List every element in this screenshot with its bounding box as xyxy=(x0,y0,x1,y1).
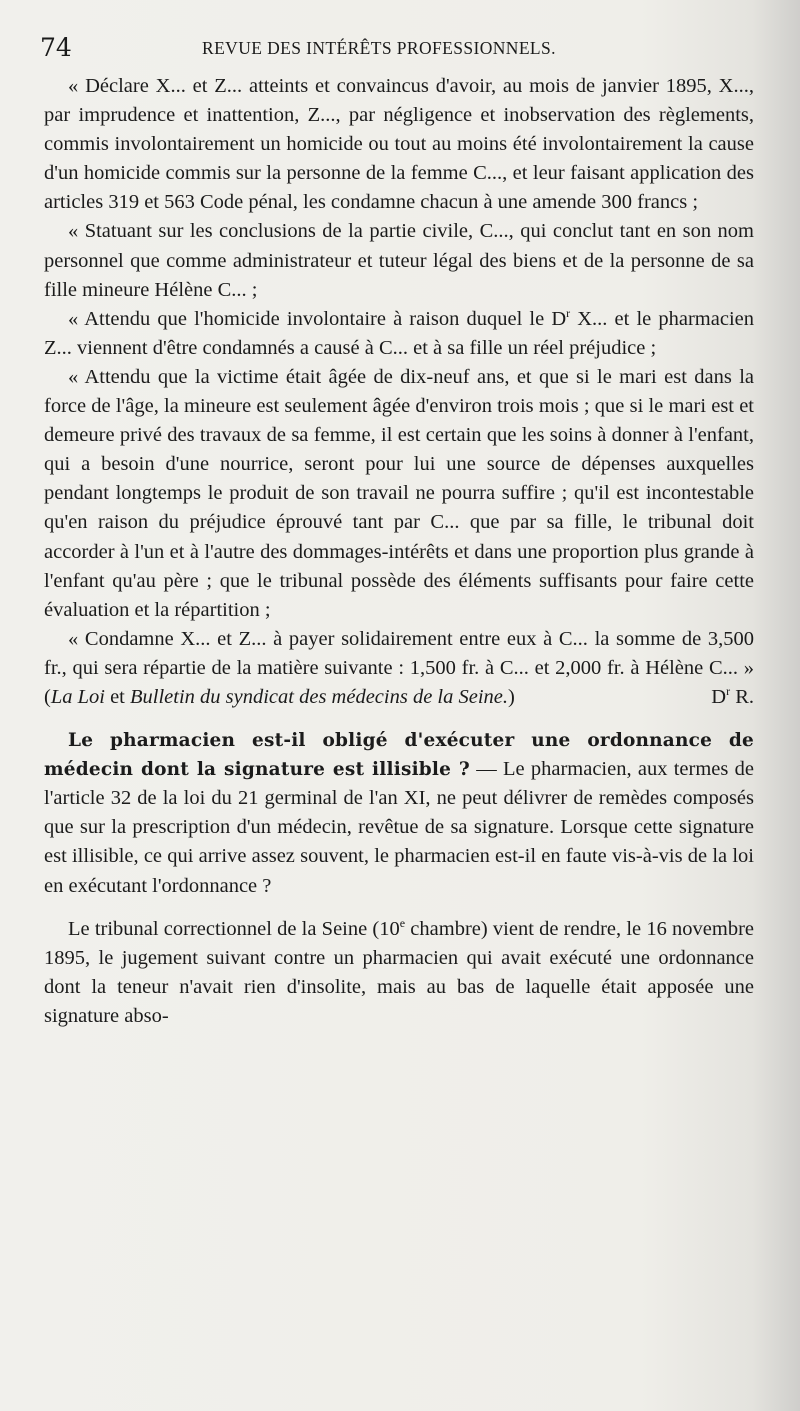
text-run: chambre) vient de rendre, le 16 novembre 1895, le jugement suivant contre un pharmacien qui avait exécuté une ordonnance dont la teneur n'avait rien d'insolite, mais au bas de laquelle était apposée une signature abso- xyxy=(44,917,754,1027)
paragraph-declare: « Déclare X... et Z... atteints et convaincus d'avoir, au mois de janvier 1895, X..., par imprudence et inattention, Z..., par négligence et inobservation des règlements, commis involontairement un homicide ou tout au moins été involontairement la cause d'un homicide commis sur la personne de la femme C..., et leur faisant application des articles 319 et 563 Code pénal, les condamne chacun à une amende 300 francs ; xyxy=(44,75,754,214)
text-run: « Condamne X... et Z... à payer solidairement entre eux à C... la somme de 3,500 fr., qui sera répartie de la matière suivante : 1,500 fr. à C... et 2,000 fr. à Hélène C... » ( xyxy=(44,627,754,708)
text-run: R. xyxy=(730,685,754,708)
paragraph-attendu-homicide xyxy=(44,305,754,363)
text-run: « Attendu que l'homicide involontaire à raison duquel le D xyxy=(68,307,567,330)
author-signature xyxy=(687,683,754,712)
paragraph-pharmacien xyxy=(44,726,754,901)
superscript: r xyxy=(566,305,571,320)
text-run: ) xyxy=(508,685,515,708)
source-title: La Loi xyxy=(50,685,105,708)
paragraph-statuant: « Statuant sur les conclusions de la partie civile, C..., qui conclut tant en son nom personnel que comme administrateur et tuteur légal des biens et de la personne de sa fille mineure Hélène C... ; xyxy=(44,220,754,301)
text-run: — Le pharmacien, aux termes de l'article 32 de la loi du 21 germinal de l'an XI, ne peut délivrer de remèdes composés que sur la prescription d'un médecin, revêtue de sa signature. Lorsque cette signature est illisible, ce qui arrive assez souvent, le pharmacien est-il en faute vis-à-vis de la loi en exécutant l'ordonnance ? xyxy=(44,758,754,897)
text-run: Le tribunal correctionnel de la Seine (10 xyxy=(68,917,400,940)
superscript: r xyxy=(726,684,731,699)
source-title: Bulletin du syndicat des médecins de la Seine. xyxy=(130,685,509,708)
body-text xyxy=(44,72,754,1031)
paragraph-tribunal xyxy=(44,915,754,1031)
text-run: D xyxy=(711,685,727,708)
page-number: 74 xyxy=(40,33,72,62)
paragraph-condamne xyxy=(44,625,754,712)
section-heading: Le pharmacien est-il obligé d'exécuter une ordonnance de médecin dont la signature est illisible ? xyxy=(44,730,754,781)
paragraph-attendu-victime: « Attendu que la victime était âgée de dix-neuf ans, et que si le mari est dans la force de l'âge, la mineure est seulement âgée d'environ trois mois ; que si le mari est et demeure privé des travaux de sa femme, il est certain que les soins à donner à l'enfant, qui a besoin d'une nourrice, seront pour lui une source de dépenses auxquelles pendant longtemps le produit de son travail ne pourra suffire ; qu'il est incontestable qu'en raison du préjudice éprouvé tant par C... que par sa fille, le tribunal doit accorder à l'un et à l'autre des dommages-intérêts et dans une proportion plus grande à l'enfant qu'au père ; que le tribunal possède des éléments suffisants pour faire cette évaluation et la répartition ; xyxy=(44,365,754,621)
running-head: REVUE DES INTÉRÊTS PROFESSIONNELS. xyxy=(202,38,556,58)
text-run: et xyxy=(104,685,130,708)
text-run: X... et le pharmacien Z... viennent d'être condamnés a causé à C... et à sa fille un réel préjudice ; xyxy=(44,307,754,359)
superscript: e xyxy=(399,915,406,930)
page-header xyxy=(40,30,752,66)
